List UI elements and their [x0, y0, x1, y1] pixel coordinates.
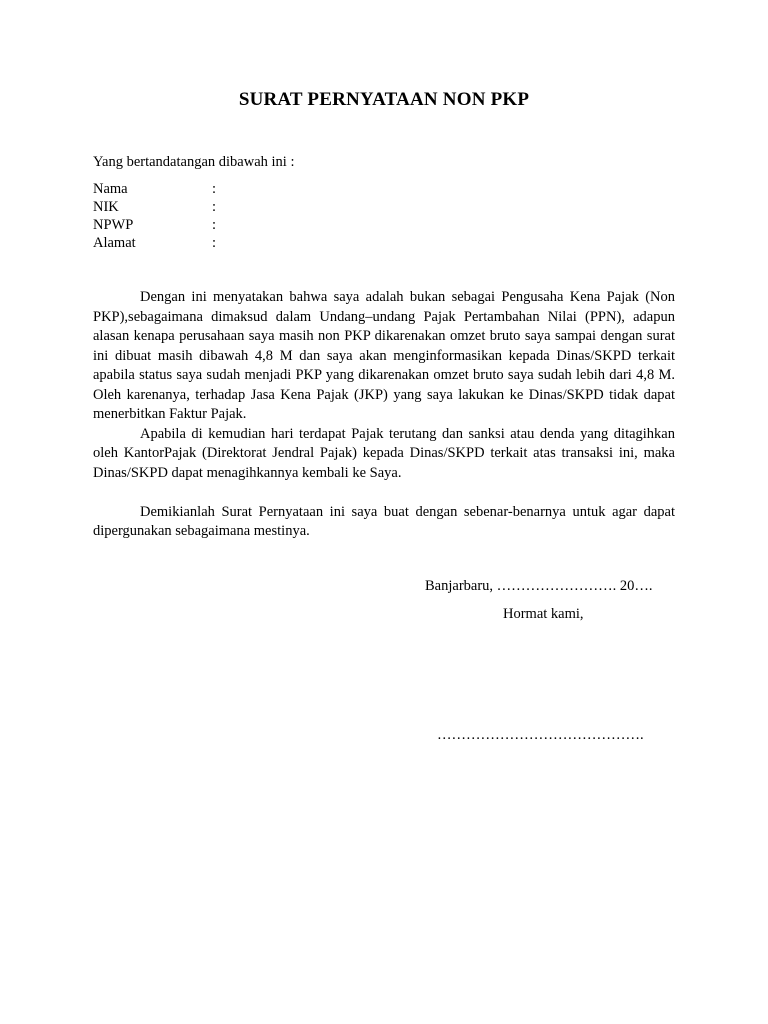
- place-date: Banjarbaru, ……………………. 20….: [425, 578, 653, 594]
- field-label: Alamat: [93, 235, 136, 251]
- field-row-alamat: [93, 234, 293, 252]
- field-label: Nama: [93, 181, 128, 197]
- field-colon: :: [212, 235, 217, 251]
- field-label: NPWP: [93, 217, 134, 233]
- field-row-npwp: [93, 216, 293, 234]
- field-label: NIK: [93, 199, 119, 215]
- paragraph-closing-statement: Demikianlah Surat Pernyataan ini saya buat dengan sebenar-benarnya untuk agar dapat dipergunakan sebagaimana mestinya.: [93, 503, 675, 539]
- field-row-nama: [93, 180, 293, 198]
- closing-salutation: Hormat kami,: [503, 606, 584, 622]
- statement-body: [93, 288, 675, 542]
- field-colon: :: [212, 217, 217, 233]
- paragraph-tax-liability: Apabila di kemudian hari terdapat Pajak terutang dan sanksi atau denda yang ditagihkan oleh KantorPajak (Direktorat Jendral Pajak) kepada Dinas/SKPD terkait atas transaksi ini, maka Dinas/SKPD dapat menagihkannya kembali ke Saya.: [93, 425, 675, 481]
- signature-line: …………………………………….: [437, 727, 644, 743]
- intro-text: Yang bertandatangan dibawah ini :: [93, 154, 295, 170]
- field-colon: :: [212, 199, 217, 215]
- field-colon: :: [212, 181, 217, 197]
- identity-fields: [93, 180, 293, 252]
- paragraph-declaration: Dengan ini menyatakan bahwa saya adalah bukan sebagai Pengusaha Kena Pajak (Non PKP),sebagaimana dimaksud dalam Undang–undang Pajak Pertambahan Nilai (PPN), adapun alasan kenapa perusahaan saya masih non PKP dikarenakan omzet bruto saya sampai dengan surat ini dibuat masih dibawah 4,8 M dan saya akan menginformasikan kepada Dinas/SKPD terkait apabila status saya sudah menjadi PKP yang dikarenakan omzet bruto saya sudah lebih dari 4,8 M. Oleh karenanya, terhadap Jasa Kena Pajak (JKP) yang saya lakukan ke Dinas/SKPD tidak dapat menerbitkan Faktur Pajak.: [93, 289, 675, 422]
- document-title: SURAT PERNYATAAN NON PKP: [238, 89, 530, 110]
- field-row-nik: [93, 198, 293, 216]
